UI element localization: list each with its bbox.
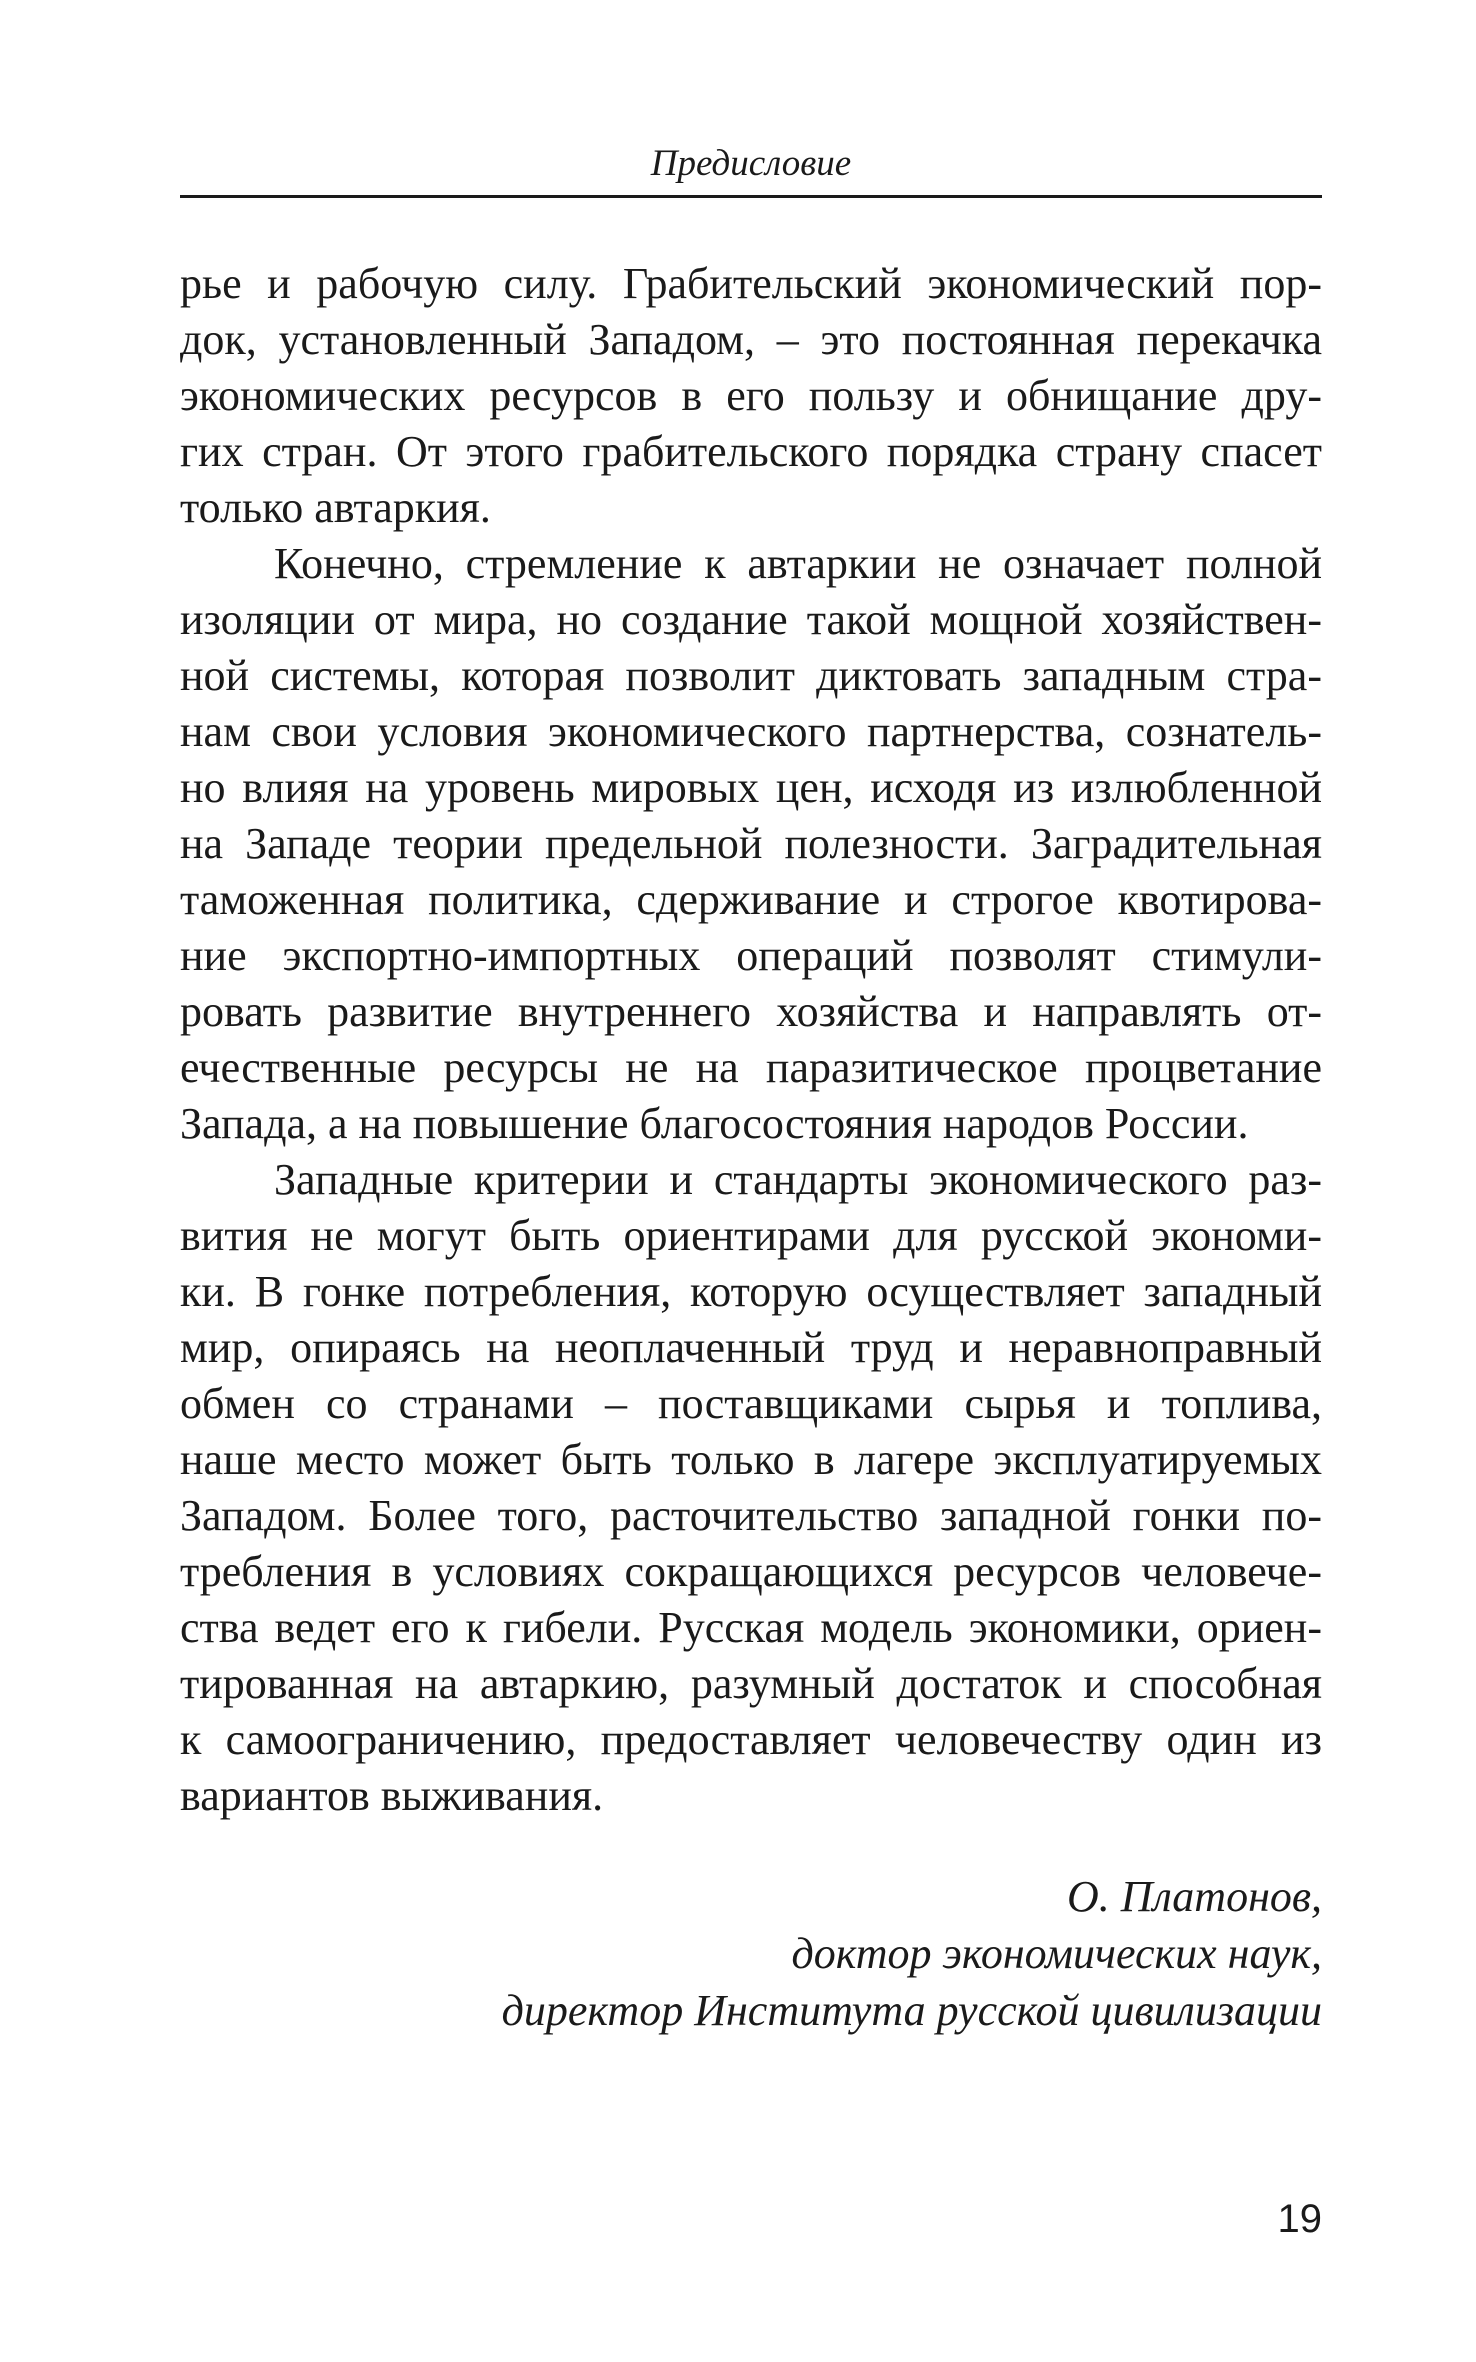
text-line: вариантов выживания.	[180, 1771, 604, 1820]
text-line: ние экспортно-импортных операций позволят стимули-	[180, 931, 1322, 980]
text-line: рье и рабочую силу. Грабительский экономический пор-	[180, 259, 1322, 308]
text-line: ства ведет его к гибели. Русская модель экономики, ориен-	[180, 1603, 1322, 1652]
text-line: тированная на автаркию, разумный достаток и способная	[180, 1659, 1322, 1708]
text-line: обмен со странами – поставщиками сырья и топлива,	[180, 1379, 1322, 1428]
text-line: наше место может быть только в лагере эксплуатируемых	[180, 1435, 1322, 1484]
page-number: 19	[1277, 2197, 1322, 2241]
running-header-title: Предисловие	[650, 143, 852, 184]
book-page	[180, 0, 1322, 2362]
text-line: вития не могут быть ориентирами для русской экономи-	[180, 1211, 1322, 1260]
body-text	[180, 256, 1322, 1824]
author-degree: доктор экономических наук,	[791, 1929, 1322, 1978]
text-line: только автаркия.	[180, 483, 491, 532]
text-line: мир, опираясь на неоплаченный труд и неравноправный	[180, 1323, 1322, 1372]
text-line: нам свои условия экономического партнерства, сознатель-	[180, 707, 1322, 756]
text-line: требления в условиях сокращающихся ресурсов человече-	[180, 1547, 1322, 1596]
text-line: ечественные ресурсы не на паразитическое процветание	[180, 1043, 1322, 1092]
text-line: Запада, а на повышение благосостояния народов России.	[180, 1099, 1249, 1148]
text-line: к самоограничению, предоставляет человечеству один из	[180, 1715, 1322, 1764]
text-line: экономических ресурсов в его пользу и обнищание дру-	[180, 371, 1322, 420]
paragraph-first-line: Западные критерии и стандарты экономического раз-	[274, 1155, 1322, 1204]
text-line: док, установленный Западом, – это постоянная перекачка	[180, 315, 1322, 364]
text-line: ной системы, которая позволит диктовать западным стра-	[180, 651, 1322, 700]
author-name: О. Платонов,	[1067, 1872, 1322, 1921]
header-rule	[180, 195, 1322, 198]
text-line: изоляции от мира, но создание такой мощной хозяйствен-	[180, 595, 1322, 644]
text-line: ки. В гонке потребления, которую осуществляет западный	[180, 1267, 1322, 1316]
text-line: гих стран. От этого грабительского порядка страну спасет	[180, 427, 1322, 476]
text-line: Западом. Более того, расточительство западной гонки по-	[180, 1491, 1322, 1540]
author-position: директор Института русской цивилизации	[501, 1986, 1322, 2035]
author-signature	[180, 1868, 1322, 2039]
text-line: на Западе теории предельной полезности. Заградительная	[180, 819, 1322, 868]
paragraph-first-line: Конечно, стремление к автаркии не означает полной	[274, 539, 1322, 588]
text-line: таможенная политика, сдерживание и строгое квотирова-	[180, 875, 1322, 924]
text-line: но влияя на уровень мировых цен, исходя из излюбленной	[180, 763, 1322, 812]
text-line: ровать развитие внутреннего хозяйства и направлять от-	[180, 987, 1322, 1036]
